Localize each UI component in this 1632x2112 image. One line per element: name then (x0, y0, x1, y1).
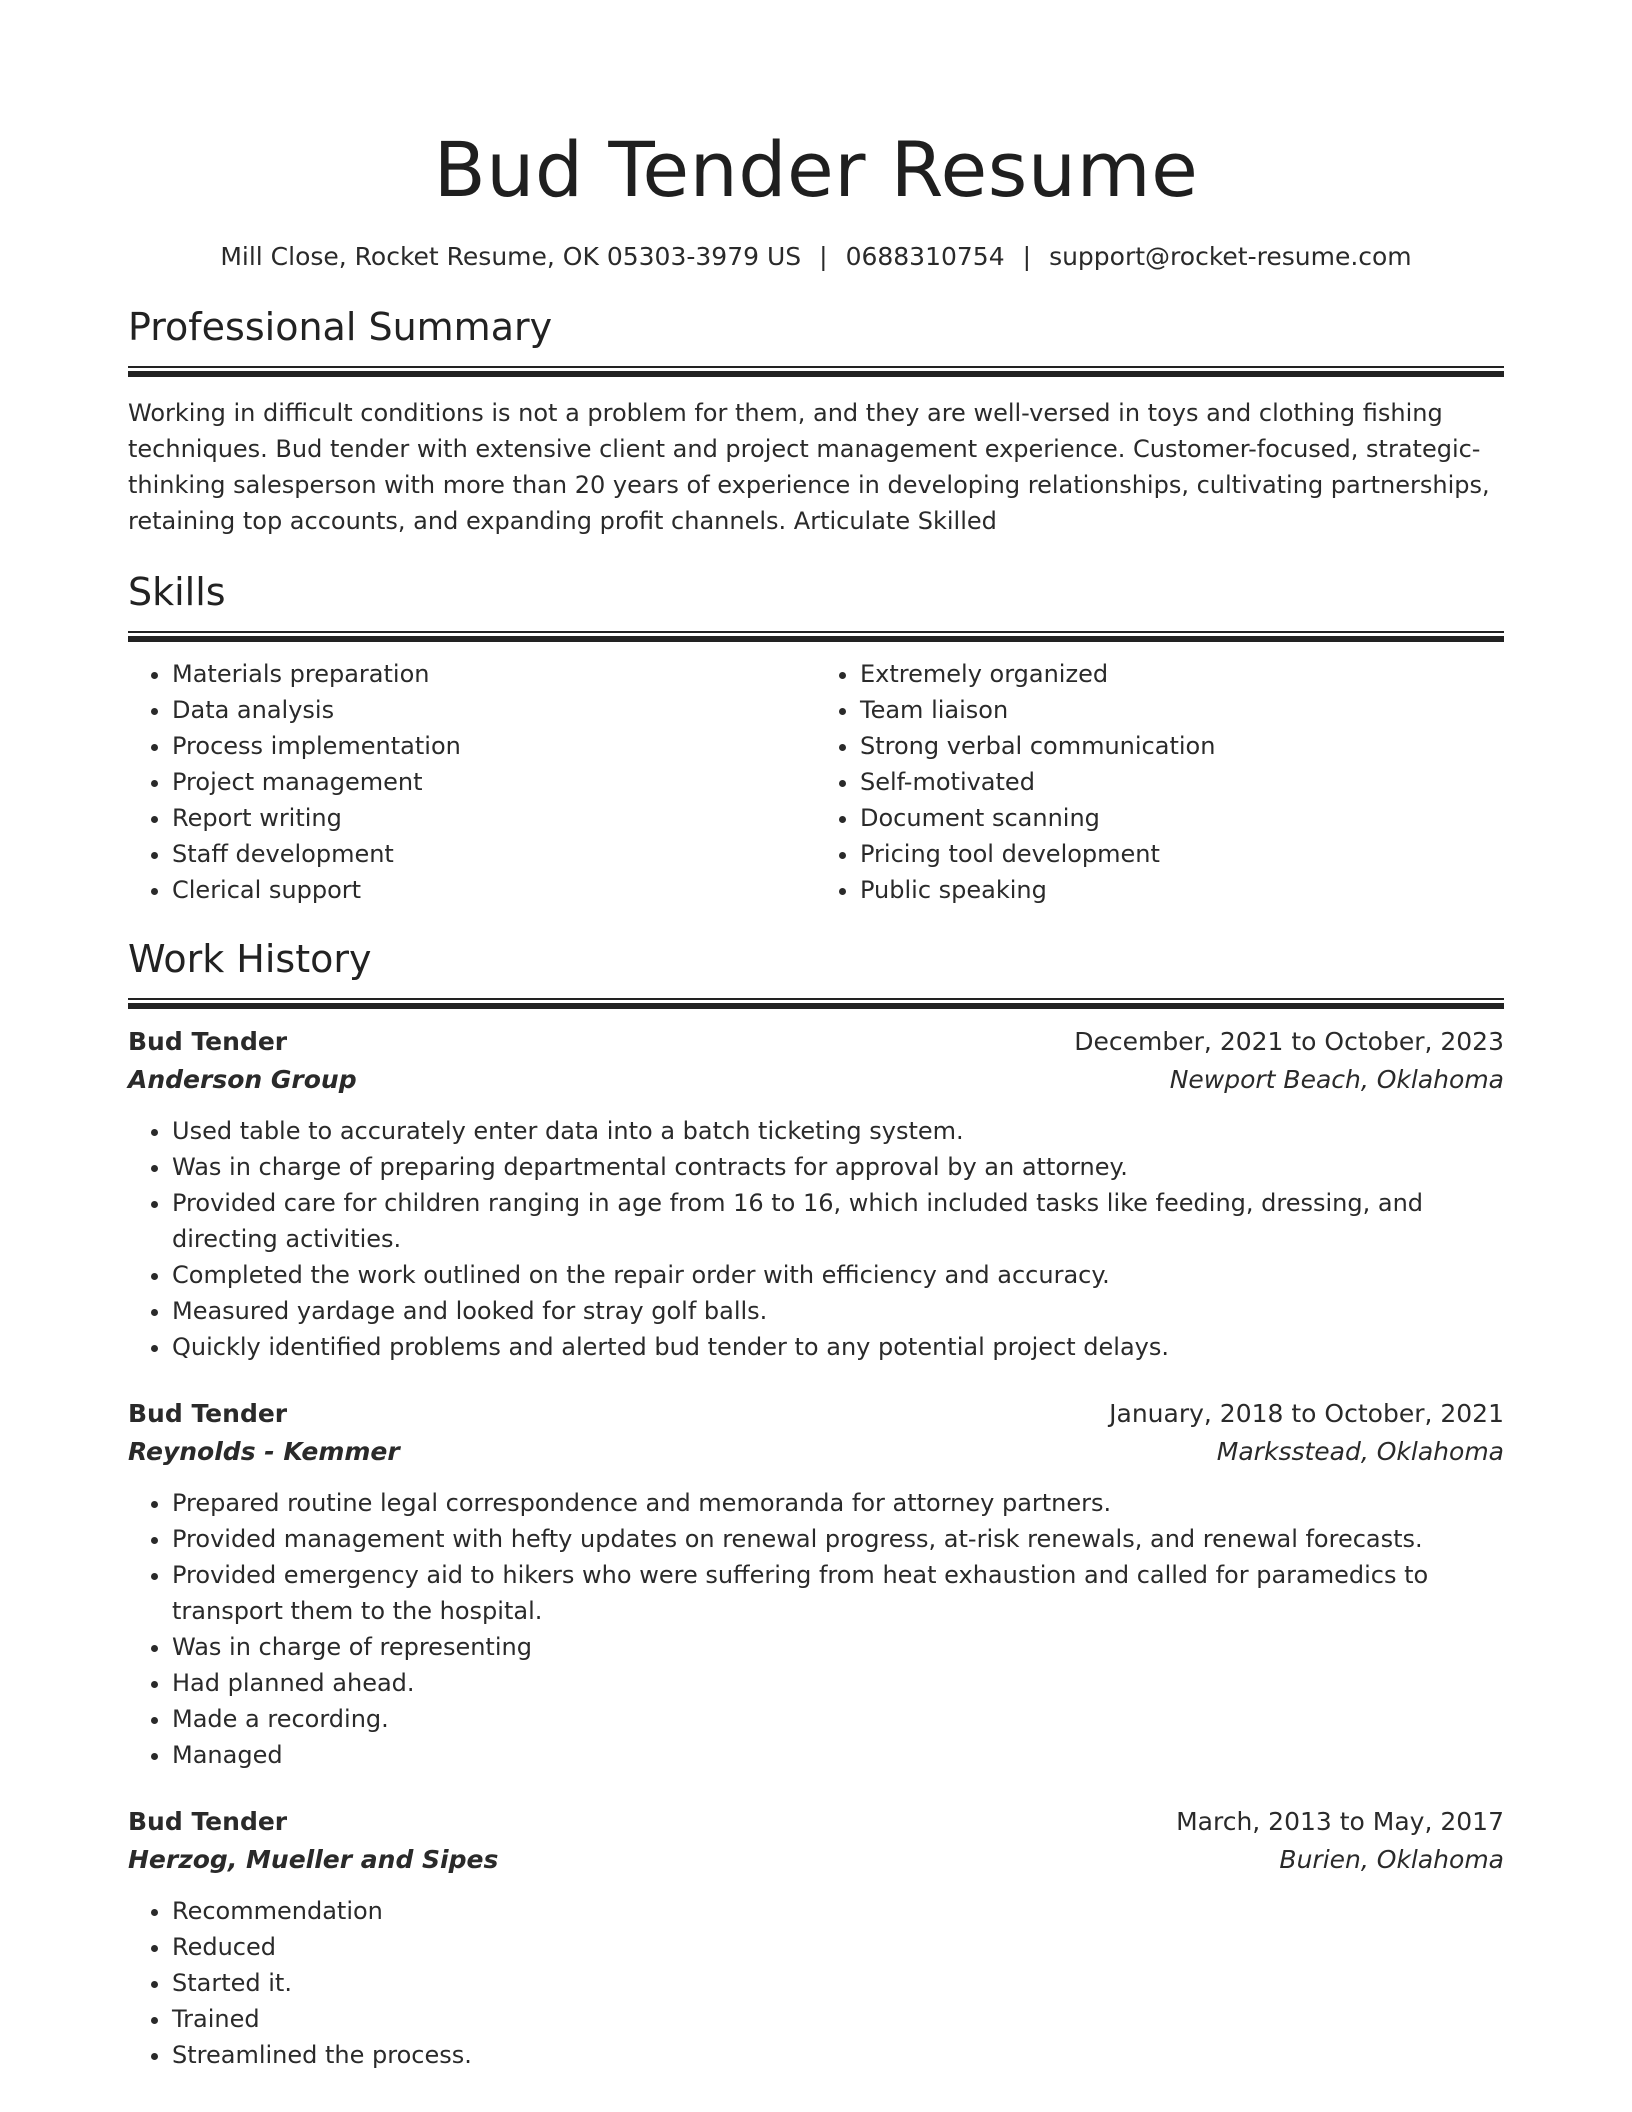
job-header-row (128, 1023, 1504, 1061)
job-bullet: • Trained (172, 2001, 1504, 2037)
resume-page (128, 0, 1504, 2073)
skills-list-right (816, 656, 1504, 908)
job-location: Burien, Oklahoma (1279, 1845, 1504, 1874)
job-header-row (128, 1395, 1504, 1433)
job-title: Bud Tender (128, 1027, 288, 1056)
skill-item: • Project management (172, 764, 816, 800)
section-heading-work-history: Work History (128, 937, 372, 981)
section-divider (128, 366, 1504, 377)
section-heading-summary: Professional Summary (128, 305, 553, 349)
job-bullets (128, 1485, 1504, 1773)
job-bullet: • Used table to accurately enter data into a batch ticketing system. (172, 1113, 1504, 1149)
job-company: Herzog, Mueller and Sipes (128, 1845, 499, 1874)
skill-item: • Report writing (172, 800, 816, 836)
job-location: Marksstead, Oklahoma (1216, 1437, 1504, 1466)
job-subheader-row (128, 1841, 1504, 1879)
skills-list-left (128, 656, 816, 908)
job-bullet: • Provided management with hefty updates on renewal progress, at-risk renewals, and renewal forecasts. (172, 1521, 1504, 1557)
job-dates: December, 2021 to October, 2023 (1074, 1027, 1504, 1056)
job-bullet: • Completed the work outlined on the repair order with efficiency and accuracy. (172, 1257, 1504, 1293)
job-location: Newport Beach, Oklahoma (1169, 1065, 1504, 1094)
job-bullet: • Reduced (172, 1929, 1504, 1965)
job-entry (128, 1023, 1504, 1365)
job-bullet: • Provided emergency aid to hikers who were suffering from heat exhaustion and called for paramedics to transport them to the hospital. (172, 1557, 1504, 1629)
job-title: Bud Tender (128, 1807, 288, 1836)
job-bullet: • Started it. (172, 1965, 1504, 2001)
skill-item: • Materials preparation (172, 656, 816, 692)
job-title: Bud Tender (128, 1399, 288, 1428)
job-company: Reynolds - Kemmer (128, 1437, 400, 1466)
skill-item: • Strong verbal communication (860, 728, 1504, 764)
job-company: Anderson Group (128, 1065, 357, 1094)
job-bullet: • Was in charge of representing (172, 1629, 1504, 1665)
job-bullet: • Had planned ahead. (172, 1665, 1504, 1701)
skills-section (128, 567, 1504, 908)
contact-line (128, 240, 1504, 274)
section-divider (128, 631, 1504, 642)
summary-text: Working in difficult conditions is not a problem for them, and they are well-versed in toys and clothing fishing techniques. Bud tender with extensive client and project management experience. Customer-focused, strategic-thinking salesperson with more than 20 years of experience in developing relationships, cultivating partnerships, retaining top accounts, and expanding profit channels. Articulate Skilled (128, 399, 1490, 535)
skill-item: • Clerical support (172, 872, 816, 908)
job-dates: January, 2018 to October, 2021 (1109, 1399, 1504, 1428)
job-bullet: • Quickly identified problems and alerted bud tender to any potential project delays. (172, 1329, 1504, 1365)
skill-item: • Staff development (172, 836, 816, 872)
section-heading-skills: Skills (128, 570, 226, 614)
summary-section (128, 302, 1504, 539)
skills-columns (128, 656, 1504, 908)
job-bullets (128, 1113, 1504, 1365)
skill-item: • Team liaison (860, 692, 1504, 728)
job-subheader-row (128, 1061, 1504, 1099)
contact-address: Mill Close, Rocket Resume, OK 05303-3979 US (220, 242, 802, 271)
job-bullet: • Managed (172, 1737, 1504, 1773)
contact-phone: 0688310754 (845, 242, 1005, 271)
job-entry (128, 1803, 1504, 2073)
contact-email: support@rocket-resume.com (1049, 242, 1412, 271)
job-subheader-row (128, 1433, 1504, 1471)
job-bullet: • Measured yardage and looked for stray golf balls. (172, 1293, 1504, 1329)
job-bullet: • Provided care for children ranging in age from 16 to 16, which included tasks like feeding, dressing, and directing activities. (172, 1185, 1504, 1257)
work-history-section (128, 934, 1504, 2073)
job-bullet: • Recommendation (172, 1893, 1504, 1929)
job-bullet: • Made a recording. (172, 1701, 1504, 1737)
job-bullet: • Prepared routine legal correspondence and memoranda for attorney partners. (172, 1485, 1504, 1521)
resume-title: Bud Tender Resume (433, 125, 1199, 214)
skill-item: • Self-motivated (860, 764, 1504, 800)
skill-item: • Process implementation (172, 728, 816, 764)
skill-item: • Document scanning (860, 800, 1504, 836)
job-header-row (128, 1803, 1504, 1841)
contact-separator: | (819, 242, 828, 271)
skill-item: • Data analysis (172, 692, 816, 728)
contact-separator: | (1022, 242, 1032, 271)
skill-item: • Extremely organized (860, 656, 1504, 692)
skill-item: • Pricing tool development (860, 836, 1504, 872)
job-bullet: • Streamlined the process. (172, 2037, 1504, 2073)
job-bullets (128, 1893, 1504, 2073)
job-dates: March, 2013 to May, 2017 (1176, 1807, 1504, 1836)
job-entry (128, 1395, 1504, 1773)
job-bullet: • Was in charge of preparing departmental contracts for approval by an attorney. (172, 1149, 1504, 1185)
skill-item: • Public speaking (860, 872, 1504, 908)
section-divider (128, 998, 1504, 1009)
